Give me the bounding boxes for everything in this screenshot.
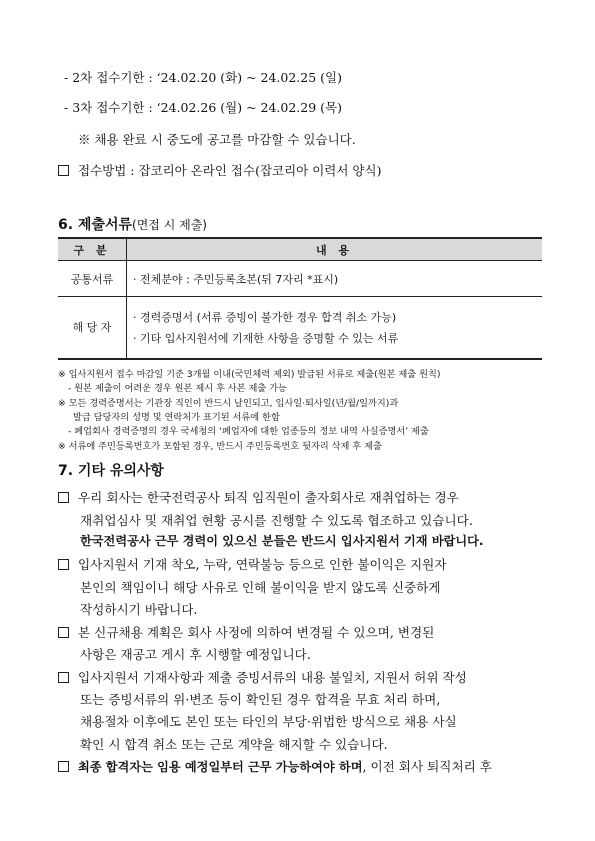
section-heading [58, 214, 207, 234]
table-row [58, 297, 542, 359]
table-row [58, 261, 542, 297]
list-item [58, 554, 447, 573]
section-title: 7. 기타 유의사항 [58, 463, 164, 479]
note-line: ※ 서류에 주민등록번호가 포함된 경우, 반드시 주민등록번호 뒷자리 삭제 후 제출 [58, 441, 382, 452]
section-subtitle: (면접 시 제출) [132, 218, 207, 232]
section-title: 6. 제출서류 [58, 217, 133, 233]
content-line: · 경력증명서 (서류 증빙이 불가한 경우 합격 취소 가능) [133, 310, 397, 324]
checkbox-icon [58, 492, 69, 503]
apply-method [58, 161, 381, 179]
schedule-line: - 3차 접수기한 : ‘24.02.26 (월) ~ 24.02.29 (목) [64, 100, 342, 115]
checkbox-icon [58, 559, 69, 570]
item-text: 우리 회사는 한국전력공사 퇴직 임직원이 출자회사로 재취업하는 경우 [78, 490, 459, 505]
item-text: 사항은 재공고 게시 후 시행할 예정입니다. [80, 647, 311, 662]
note-line: ※ 모든 경력증명서는 기관장 직인이 반드시 날인되고, 입사일·퇴사일(년/월/일까지)과 [58, 398, 399, 409]
content-line: · 기타 입사지원서에 기재한 사항을 증명할 수 있는 서류 [133, 331, 399, 345]
schedule-line: - 2차 접수기한 : ‘24.02.20 (화) ~ 24.02.25 (일) [64, 70, 342, 85]
item-text: , 이전 회사 퇴직처리 후 [362, 759, 492, 774]
item-text: 입사지원서 기재 착오, 누락, 연락불능 등으로 인한 불이익은 지원자 [78, 557, 447, 572]
note-line: - 원본 제출이 어려운 경우 원본 제시 후 사본 제출 가능 [68, 383, 287, 394]
note-line: 발급 담당자의 성명 및 연락처가 표기된 서류에 한함 [73, 412, 280, 423]
item-emphasis: 한국전력공사 근무 경력이 있으신 분들은 반드시 입사지원서 기재 바랍니다. [80, 534, 484, 548]
item-text: 작성하시기 바랍니다. [80, 602, 198, 617]
checkbox-icon [58, 165, 69, 176]
checkbox-icon [58, 672, 69, 683]
schedule-note: ※ 채용 완료 시 중도에 공고를 마감할 수 있습니다. [78, 132, 356, 147]
item-emphasis: 최종 합격자는 임용 예정일부터 근무 가능하여야 하며 [78, 760, 363, 774]
item-text: 확인 시 합격 취소 또는 근로 계약을 해지할 수 있습니다. [80, 737, 388, 752]
table-cell-content: · 전체분야 : 주민등록초본(뒤 7자리 *표시) [127, 261, 543, 297]
table-cell-category: 공통서류 [58, 261, 127, 297]
item-text: 또는 증빙서류의 위·변조 등이 확인된 경우 합격을 무효 처리 하며, [80, 692, 441, 707]
list-item [58, 667, 467, 686]
item-text: 본인의 책임이니 해당 사유로 인해 불이익을 받지 않도록 신중하게 [80, 580, 441, 595]
item-text: 입사지원서 기재사항과 제출 증빙서류의 내용 불일치, 지원서 허위 작성 [78, 670, 467, 685]
documents-table [58, 237, 542, 360]
checkbox-icon [58, 627, 69, 638]
table-cell-category: 해 당 자 [58, 297, 127, 359]
item-text: 본 신규채용 계획은 회사 사정에 의하여 변경될 수 있으며, 변경된 [78, 625, 435, 640]
apply-method-text: 접수방법 : 잡코리아 온라인 접수(잡코리아 이력서 양식) [78, 163, 382, 178]
table-header: 구 분 [58, 238, 127, 261]
item-text: 채용절차 이후에도 본인 또는 타인의 부당·위법한 방식으로 채용 사실 [80, 714, 457, 729]
note-line: - 폐업회사 경력증명의 경우 국세청의 ‘폐업자에 대한 업종등의 정보 내역 사실증명서’ 제출 [68, 426, 429, 437]
list-item [58, 622, 434, 641]
table-header: 내 용 [127, 238, 543, 261]
note-line: ※ 입사지원서 접수 마감일 기준 3개월 이내(국민체력 제외) 발급된 서류로 제출(원본 제출 원칙) [58, 369, 441, 380]
list-item [58, 756, 492, 775]
table-cell-content [127, 297, 543, 359]
list-item [58, 487, 459, 506]
item-text: 재취업심사 및 재취업 현황 공시를 진행할 수 있도록 협조하고 있습니다. [80, 513, 473, 528]
checkbox-icon [58, 761, 69, 772]
